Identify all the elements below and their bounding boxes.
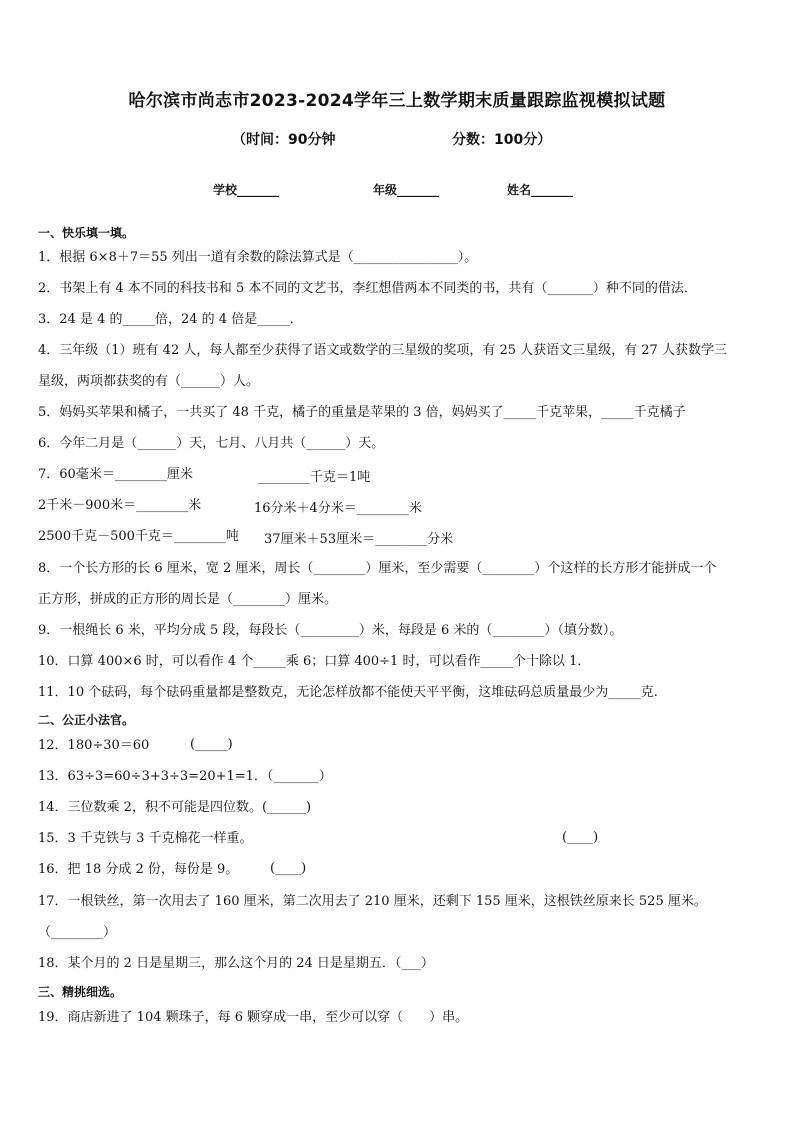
name-field: 姓名_______ <box>507 183 574 197</box>
section-heading: 二、公正小法官。 <box>38 713 135 727</box>
question-17-line2: （________） <box>38 925 117 940</box>
section-heading: 一、快乐填一填。 <box>38 226 135 240</box>
question-14: 14．三位数乘 2，积不可能是四位数。(______) <box>38 800 312 815</box>
question-1: 1．根据 6×8＋7＝55 列出一道有余数的除法算式是（________________）。 <box>38 250 478 265</box>
question-6: 6．今年二月是（______）天，七月、八月共（______）天。 <box>38 436 385 451</box>
question-9: 9．一根绳长 6 米，平均分成 5 段，每段长（_________）米，每段是 6 米的（________）（填分数）。 <box>38 623 623 638</box>
question-7-d: 16分米＋4分米＝________米 <box>254 501 422 516</box>
question-2: 2．书架上有 4 本不同的科技书和 5 本不同的文艺书，李红想借两本不同类的书，共有（_______）种不同的借法． <box>38 281 697 296</box>
question-19: 19．商店新进了 104 颗珠子，每 6 颗穿成一串，至少可以穿（ ）串。 <box>38 1010 469 1025</box>
time-limit: （时间：90分钟 <box>232 132 336 148</box>
question-13: 13．63÷3=60÷3+3÷3=20+1=1．（_______） <box>38 769 332 784</box>
question-17-line1: 17．一根铁丝，第一次用去了 160 厘米，第二次用去了 210 厘米，还剩下 155 厘米，这根铁丝原来长 525 厘米。 <box>38 894 707 909</box>
question-12: 12．180÷30＝60 <box>38 738 150 753</box>
question-12-answer: (_____) <box>190 737 233 752</box>
question-7-a: 7．60毫米＝________厘米 <box>38 467 193 482</box>
question-8-line2: 正方形，拼成的正方形的周长是（________）厘米。 <box>38 592 338 607</box>
question-7-e: 2500千克－500千克＝________吨 <box>38 529 239 544</box>
question-5: 5．妈妈买苹果和橘子，一共买了 48 千克，橘子的重量是苹果的 3 倍，妈妈买了_____千克苹果，_____千克橘子 <box>38 405 686 420</box>
question-8-line1: 8．一个长方形的长 6 厘米，宽 2 厘米，周长（________）厘米，至少需要（________）个这样的长方形才能拼成一个 <box>38 561 717 576</box>
question-4-line1: 4．三年级（1）班有 42 人，每人都至少获得了语文或数学的三星级的奖项，有 25 人获语文三星级，有 27 人获数学三 <box>38 343 727 358</box>
page-title: 哈尔滨市尚志市2023-2024学年三上数学期末质量跟踪监视模拟试题 <box>128 91 666 111</box>
question-15-answer: (____) <box>562 830 599 845</box>
question-15: 15．3 千克铁与 3 千克棉花一样重。 <box>38 831 253 846</box>
question-18: 18．某个月的 2 日是星期三，那么这个月的 24 日是星期五．（___） <box>38 956 434 971</box>
question-10: 10．口算 400×6 时，可以看作 4 个_____乘 6；口算 400÷1 时，可以看作_____个十除以 1． <box>38 654 591 669</box>
question-3: 3．24 是 4 的_____倍，24 的 4 倍是_____． <box>38 312 303 327</box>
question-4-line2: 星级，两项都获奖的有（______）人。 <box>38 374 260 389</box>
question-16: 16．把 18 分成 2 份，每份是 9。 <box>38 862 239 877</box>
section-heading: 三、精挑细选。 <box>38 985 123 999</box>
grade-field: 年级_______ <box>373 183 440 197</box>
total-score: 分数：100分） <box>452 132 552 148</box>
question-16-answer: (____) <box>270 861 307 876</box>
question-7-f: 37厘米＋53厘米＝________分米 <box>264 532 454 547</box>
question-7-c: 2千米－900米＝________米 <box>38 498 202 513</box>
question-7-b: ________千克＝1吨 <box>258 470 371 485</box>
school-field: 学校_______ <box>213 183 280 197</box>
question-11: 11．10 个砝码，每个砝码重量都是整数克，无论怎样放都不能使天平平衡，这堆砝码总质量最少为_____克. <box>38 685 658 700</box>
